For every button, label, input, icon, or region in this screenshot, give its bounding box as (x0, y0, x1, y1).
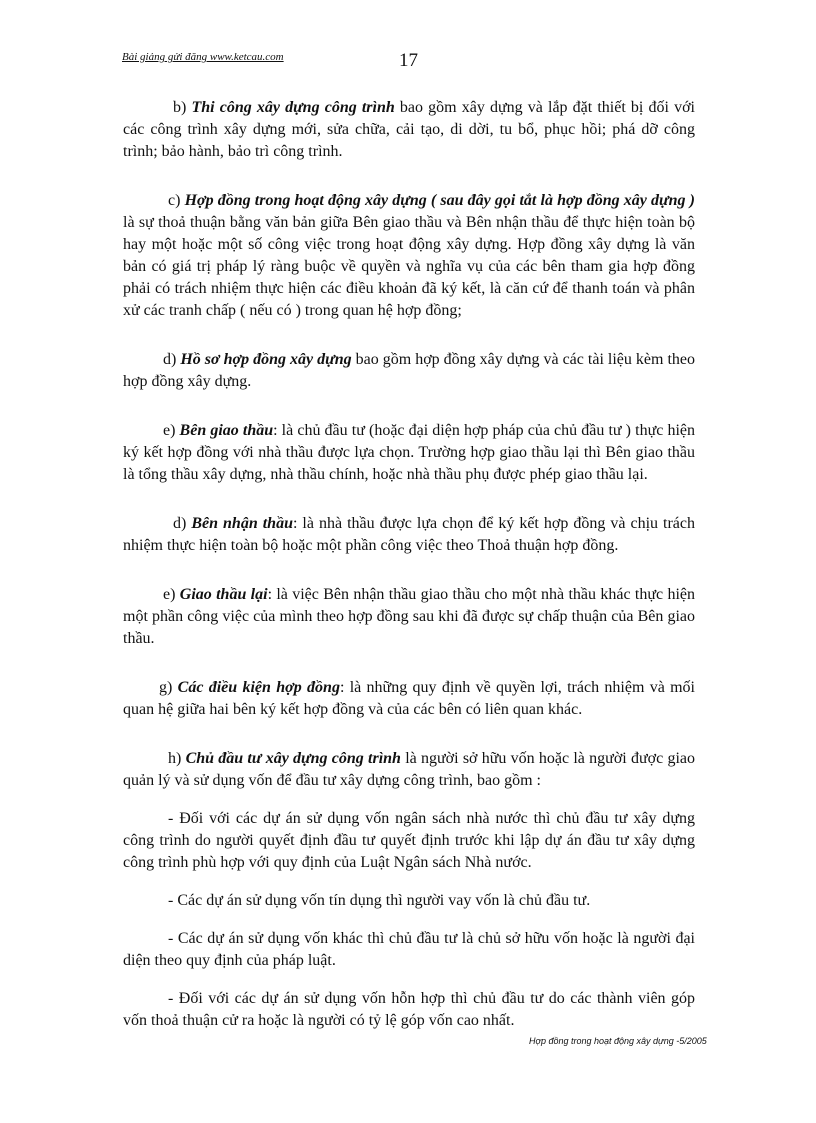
bullet-item: - Đối với các dự án sử dụng vốn hỗn hợp thì chủ đầu tư do các thành viên góp vốn thoả thuận cử ra hoặc là người có tỷ lệ góp vốn cao nhất. (123, 990, 695, 1029)
bullet-item: - Các dự án sử dụng vốn tín dụng thì người vay vốn là chủ đầu tư. (168, 892, 591, 909)
term-hop-dong: Hợp đồng trong hoạt động xây dựng ( sau đây gọi tắt là hợp đồng xây dựng ) (184, 192, 695, 209)
term-ben-nhan-thau: Bên nhận thầu (191, 515, 293, 532)
header-site-link[interactable]: Bài giảng gửi đăng www.ketcau.com (122, 51, 284, 63)
footer-note: Hợp đồng trong hoạt động xây dựng -5/2005 (529, 1036, 707, 1046)
term-giao-thau-lai: Giao thầu lại (179, 586, 268, 603)
document-body (123, 97, 695, 1048)
bullet-item: - Đối với các dự án sử dụng vốn ngân sách nhà nước thì chủ đầu tư xây dựng công trình do người quyết định đầu tư quyết định trước khi lập dự án đầu tư xây dựng công trình phù hợp với quy định của Luật Ngân sách Nhà nước. (123, 810, 695, 871)
term-ho-so: Hồ sơ hợp đồng xây dựng (180, 351, 352, 368)
paragraph-d: d) Hồ sơ hợp đồng xây dựng bao gồm hợp đồng xây dựng và các tài liệu kèm theo hợp đồng xây dựng. (123, 351, 696, 390)
bullet-item: - Các dự án sử dụng vốn khác thì chủ đầu tư là chủ sở hữu vốn hoặc là người đại diện theo quy định của pháp luật. (123, 930, 695, 969)
term-chu-dau-tu: Chủ đầu tư xây dựng công trình (185, 750, 401, 767)
paragraph-c: c) Hợp đồng trong hoạt động xây dựng ( sau đây gọi tắt là hợp đồng xây dựng ) là sự thoả thuận bằng văn bản giữa Bên giao thầu và Bên nhận thầu để thực hiện toàn bộ hay một hoặc một số công việc trong hoạt động xây dựng. Hợp đồng xây dựng là văn bản có giá trị pháp lý ràng buộc về quyền và nghĩa vụ của các bên tham gia hợp đồng phải có trách nhiệm thực hiện các điều khoản đã ký kết, là căn cứ để thanh toán và phân xử các tranh chấp ( nếu có ) trong quan hệ hợp đồng; (123, 192, 695, 319)
term-thi-cong: Thi công xây dựng công trình (191, 99, 395, 116)
paragraph-h: h) Chủ đầu tư xây dựng công trình là người sở hữu vốn hoặc là người được giao quản lý và sử dụng vốn để đầu tư xây dựng công trình, bao gồm : (123, 750, 696, 789)
page-number: 17 (399, 50, 418, 71)
term-dieu-kien: Các điều kiện hợp đồng (177, 679, 340, 696)
paragraph-d-nhan-thau: d) Bên nhận thầu: là nhà thầu được lựa chọn để ký kết hợp đồng và chịu trách nhiệm thực hiện toàn bộ hoặc một phần công việc theo Thoả thuận hợp đồng. (123, 515, 696, 554)
paragraph-b: b) Thi công xây dựng công trình bao gồm xây dựng và lắp đặt thiết bị đối với các công trình xây dựng mới, sửa chữa, cải tạo, di dời, tu bổ, phục hồi; phá dỡ công trình; bảo hành, bảo trì công trình. (123, 99, 696, 160)
paragraph-e-giao-thau-lai: e) Giao thầu lại: là việc Bên nhận thầu giao thầu cho một nhà thầu khác thực hiện một phần công việc của mình theo hợp đồng sau khi đã được sự chấp thuận của Bên giao thầu. (123, 586, 696, 647)
paragraph-g: g) Các điều kiện hợp đồng: là những quy định về quyền lợi, trách nhiệm và mối quan hệ giữa hai bên ký kết hợp đồng và của các bên có liên quan khác. (123, 679, 695, 718)
paragraph-e-giao-thau: e) Bên giao thầu: là chủ đầu tư (hoặc đại diện hợp pháp của chủ đầu tư ) thực hiện ký kết hợp đồng với nhà thầu được lựa chọn. Trường hợp giao thầu lại thì Bên giao thầu là tổng thầu xây dựng, nhà thầu chính, hoặc nhà thầu phụ được phép giao thầu lại. (123, 422, 695, 483)
term-ben-giao-thau: Bên giao thầu (179, 422, 274, 439)
